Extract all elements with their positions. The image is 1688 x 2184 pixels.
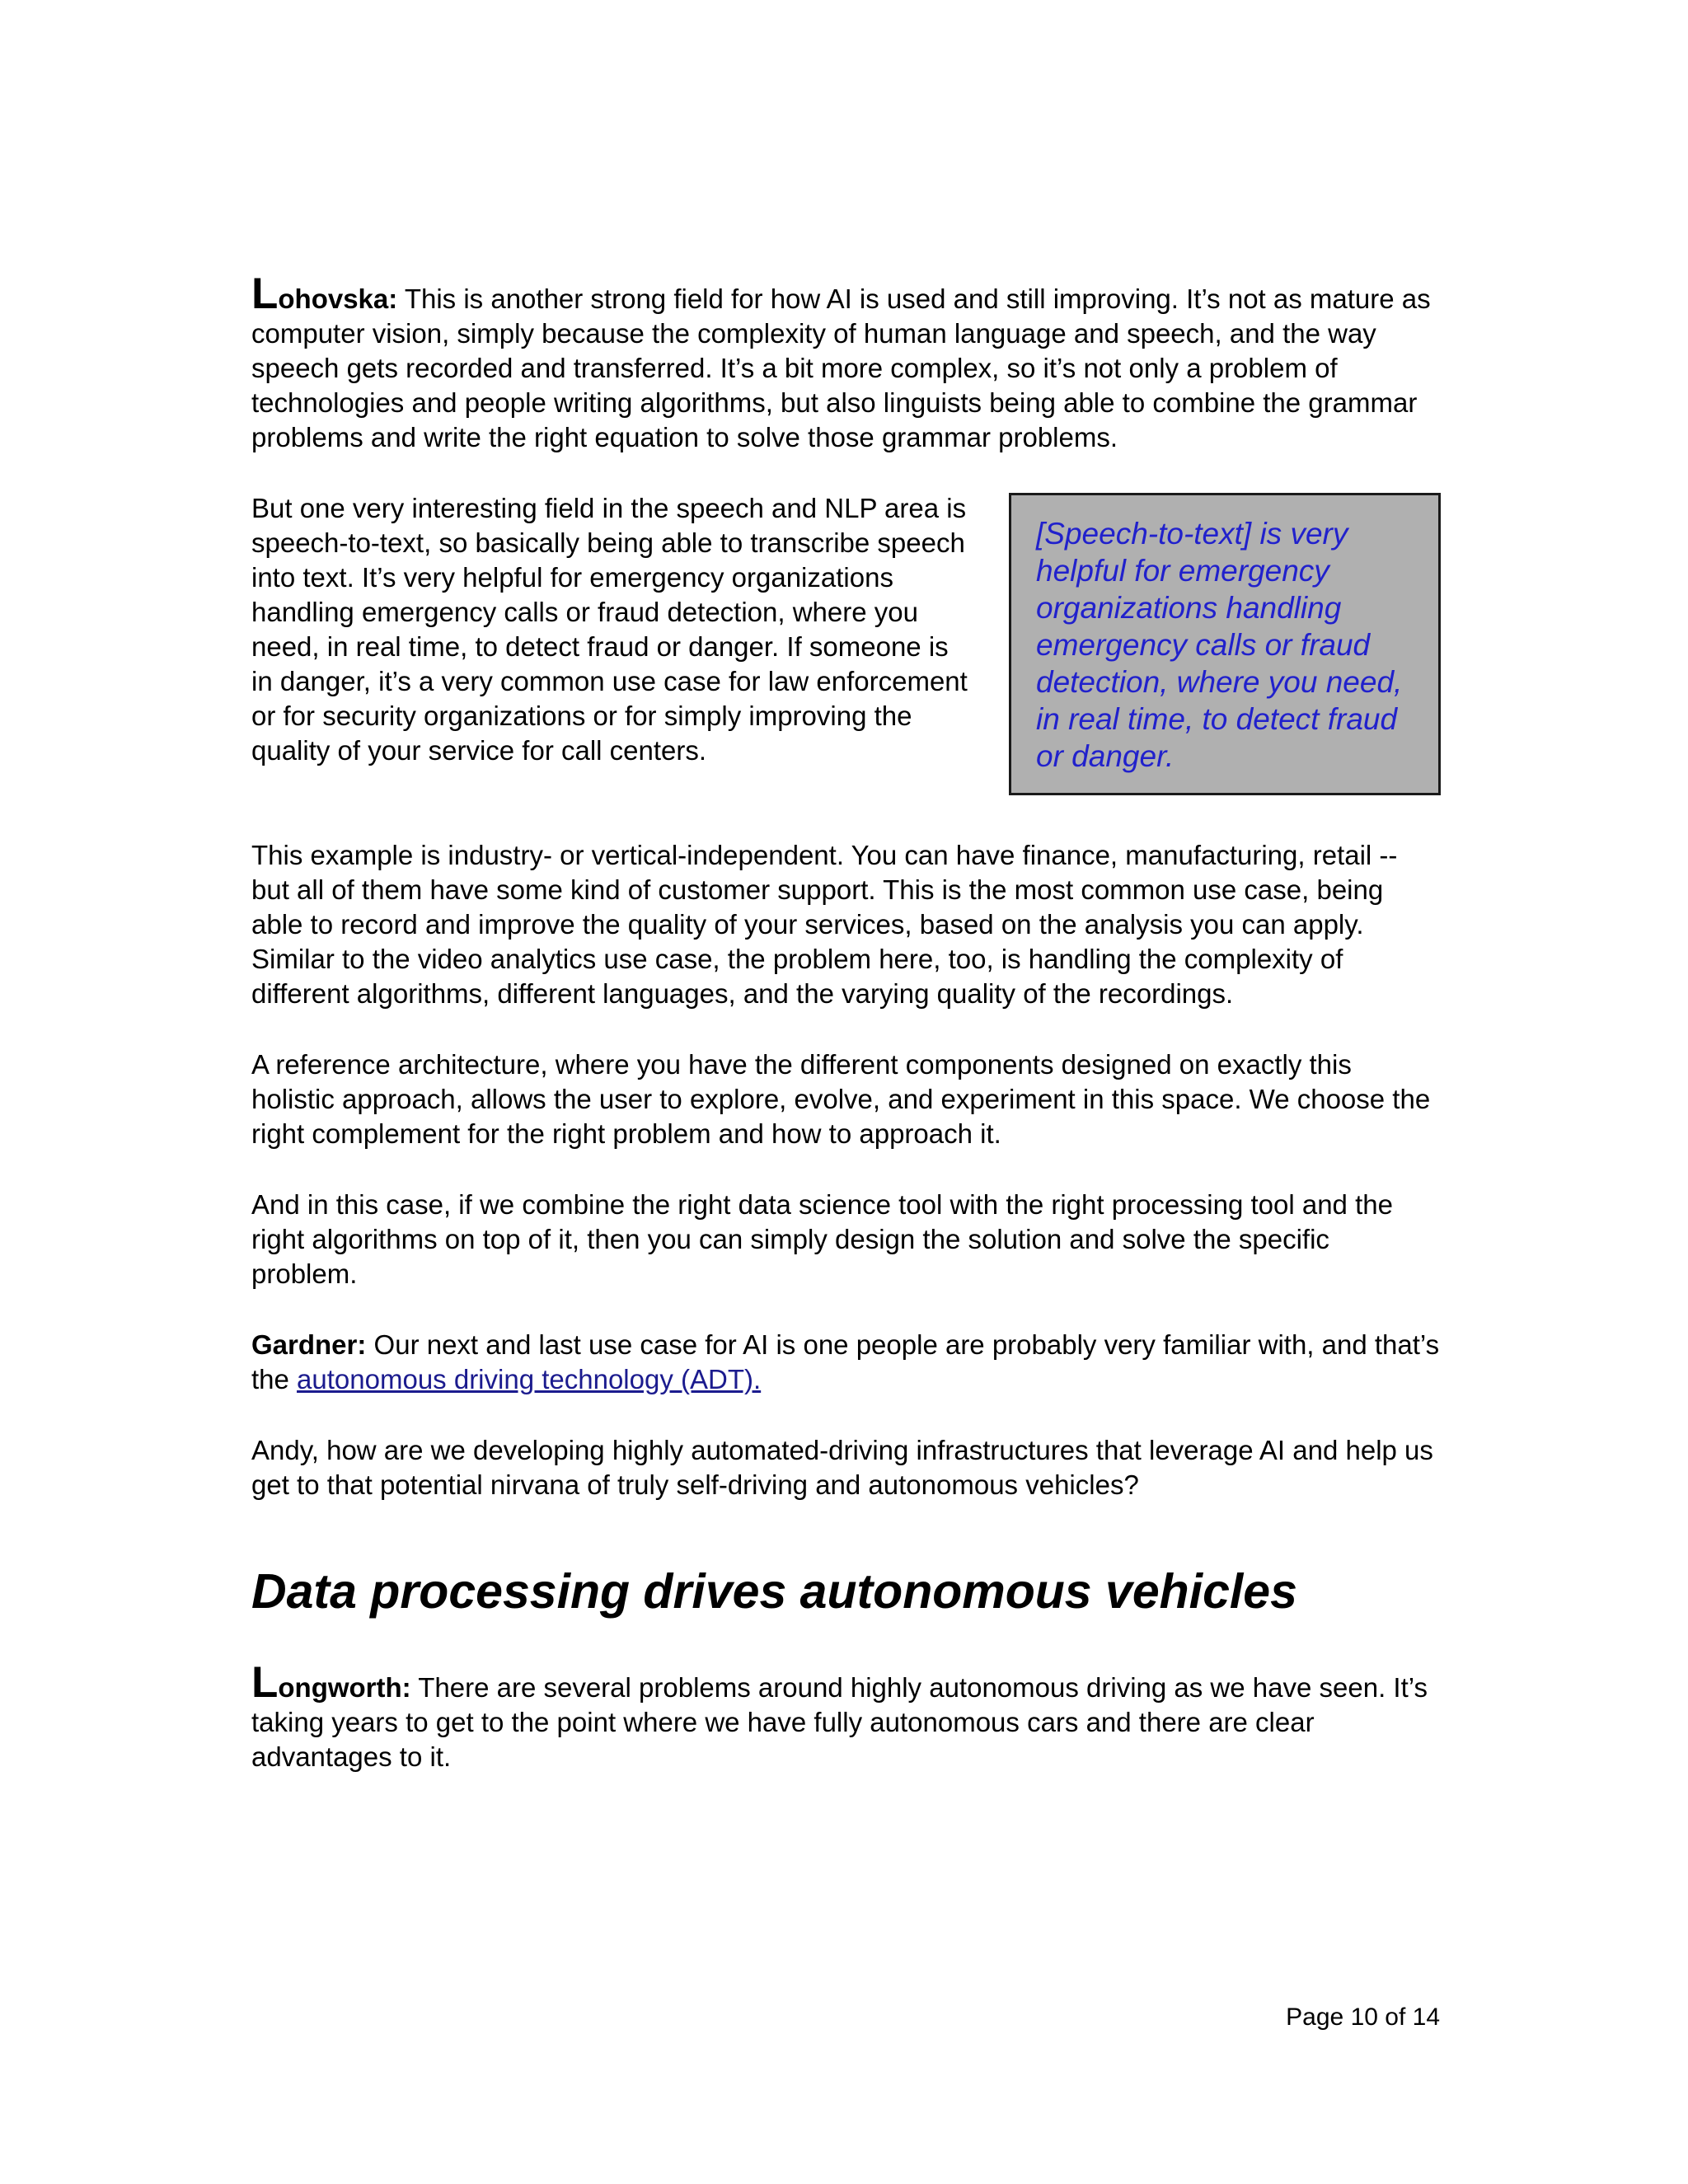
paragraph-text: There are several problems around highly autonomous driving as we have seen. It’s taking years to get to the point where we have fully autonomous cars and there are clear advantages to it. (251, 1672, 1428, 1772)
speaker-name-longworth: ongworth: (278, 1672, 411, 1703)
section-heading: Data processing drives autonomous vehicles (251, 1564, 1297, 1619)
speaker-name-gardner: Gardner: (251, 1329, 367, 1360)
paragraph-speech-to-text: But one very interesting field in the speech and NLP area is speech-to-text, so basically being able to transcribe speech into text. It’s very helpful for emergency organizations handling emergency calls or fraud detection, where you need, in real time, to detect fraud or danger. If someone is in danger, it’s a very common use case for law enforcement or for security organizations or for simply improving the quality of your service for call centers. (251, 493, 968, 766)
paragraph-data-science-tools: And in this case, if we combine the right data science tool with the right processing tool and the right algorithms on top of it, then you can simply design the solution and solve the specific problem. (251, 1189, 1393, 1289)
speaker-name-lohovska: ohovska: (278, 284, 398, 314)
paragraph-gardner (251, 1328, 1441, 1397)
paragraph-reference-architecture: A reference architecture, where you have the different components designed on exactly this holistic approach, allows the user to explore, evolve, and experiment in this space. We choose the right complement for the right problem and how to approach it. (251, 1049, 1431, 1149)
paragraph-lohovska (251, 269, 1441, 455)
document-content (251, 269, 1441, 1811)
paragraph-text: This is another strong field for how AI is used and still improving. It’s not as mature as computer vision, simply because the complexity of human language and speech, and the way speech gets recorded and transferred. It’s a bit more complex, so it’s not only a problem of technologies and people writing algorithms, but also linguists being able to combine the grammar problems and write the right equation to solve those grammar problems. (251, 284, 1431, 452)
paragraph-andy-question: Andy, how are we developing highly automated-driving infrastructures that leverage AI and help us get to that potential nirvana of truly self-driving and autonomous vehicles? (251, 1435, 1433, 1500)
pull-quote-box (1009, 493, 1441, 795)
page-number: Page 10 of 14 (1286, 2004, 1440, 2031)
paragraph-industry-independent: This example is industry- or vertical-independent. You can have finance, manufacturing, retail -- but all of them have some kind of customer support. This is the most common use case, being able to record and improve the quality of your services, based on the analysis you can apply. Similar to the video analytics use case, the problem here, too, is handling the complexity of different algorithms, different languages, and the varying quality of the recordings. (251, 840, 1398, 1009)
paragraph-longworth (251, 1658, 1441, 1774)
paragraph-text: Our next and last use case for AI is one people are probably very familiar with, and that’s the (251, 1329, 1440, 1394)
speaker-initial-longworth: L (251, 1658, 279, 1707)
pull-quote-text: [Speech-to-text] is very helpful for emergency organizations handling emergency calls or fraud detection, where you need, in real time, to detect fraud or danger. (1036, 517, 1403, 773)
adt-link[interactable]: autonomous driving technology (ADT). (297, 1364, 762, 1394)
speech-to-text-section (251, 491, 1441, 800)
speaker-initial-lohovska: L (251, 269, 279, 318)
